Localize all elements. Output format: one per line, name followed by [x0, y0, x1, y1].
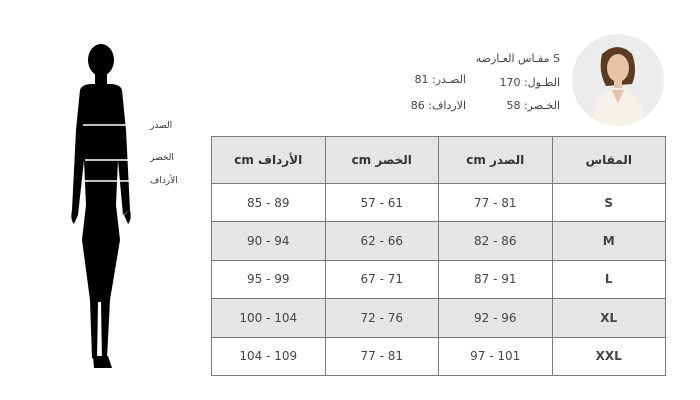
- chest-cell: 77 - 81: [439, 184, 553, 222]
- header-size: المقاس: [552, 137, 666, 184]
- chest-cell: 92 - 96: [439, 299, 553, 337]
- model-photo: [572, 34, 664, 126]
- header-waist: الخصر cm: [325, 137, 439, 184]
- waist-cell: 67 - 71: [325, 260, 439, 298]
- hips-cell: 104 - 109: [212, 337, 326, 375]
- hips-cell: 90 - 94: [212, 222, 326, 260]
- size-cell: L: [552, 260, 666, 298]
- model-info: [390, 52, 560, 112]
- waist-cell: 72 - 76: [325, 299, 439, 337]
- model-height: الطـول: 170: [499, 76, 560, 89]
- table-row: [212, 299, 666, 337]
- model-waist: الخـصر: 58: [506, 99, 560, 112]
- header-chest: الصدر cm: [439, 137, 553, 184]
- body-silhouette: [60, 40, 180, 380]
- size-chart-table: [211, 136, 666, 376]
- size-cell: S: [552, 184, 666, 222]
- hips-cell: 95 - 99: [212, 260, 326, 298]
- table-row: [212, 337, 666, 375]
- model-chest: الصـدر: 81: [414, 73, 466, 86]
- table-row: [212, 260, 666, 298]
- hips-cell: 100 - 104: [212, 299, 326, 337]
- chest-cell: 97 - 101: [439, 337, 553, 375]
- header-hips: الأرداف cm: [212, 137, 326, 184]
- table-row: [212, 184, 666, 222]
- waist-cell: 57 - 61: [325, 184, 439, 222]
- chest-cell: 87 - 91: [439, 260, 553, 298]
- waist-cell: 62 - 66: [325, 222, 439, 260]
- waist-label: الخصر: [150, 153, 174, 163]
- hips-cell: 85 - 89: [212, 184, 326, 222]
- model-hips: الارداف: 86: [410, 99, 466, 112]
- size-cell: XXL: [552, 337, 666, 375]
- size-cell: XL: [552, 299, 666, 337]
- table-header-row: [212, 137, 666, 184]
- table-row: [212, 222, 666, 260]
- hips-label: الأرداف: [150, 176, 178, 186]
- size-cell: M: [552, 222, 666, 260]
- chest-label: الصدر: [150, 121, 173, 131]
- model-size: S مقـاس العـارضه: [475, 52, 560, 65]
- waist-cell: 77 - 81: [325, 337, 439, 375]
- chest-cell: 82 - 86: [439, 222, 553, 260]
